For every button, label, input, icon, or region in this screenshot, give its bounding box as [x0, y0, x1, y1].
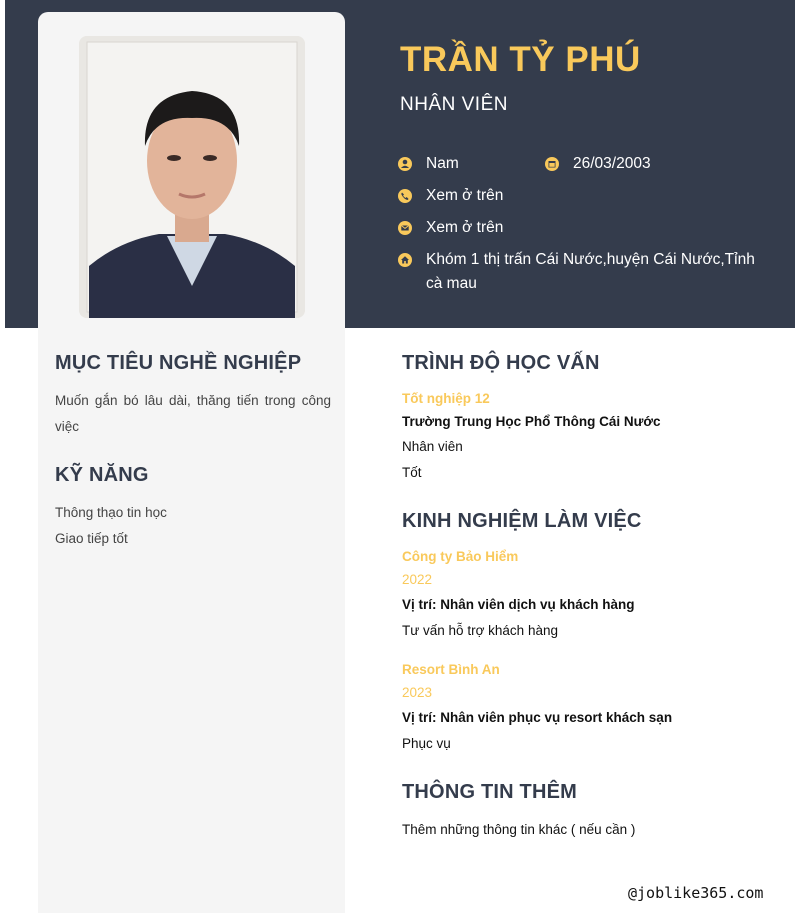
- experience-desc: Tư vấn hỗ trợ khách hàng: [402, 623, 558, 638]
- experience-year: 2023: [402, 685, 433, 700]
- candidate-name: TRẦN TỶ PHÚ: [400, 40, 641, 79]
- address-line-2: cà mau: [426, 275, 477, 292]
- birthdate-value: 26/03/2003: [573, 155, 651, 172]
- address-value: [426, 248, 755, 296]
- candidate-position: NHÂN VIÊN: [400, 94, 508, 115]
- home-icon: [398, 253, 412, 267]
- email-row: [398, 216, 503, 240]
- calendar-icon: [545, 157, 559, 171]
- education-school: Trường Trung Học Phổ Thông Cái Nước: [402, 414, 661, 429]
- address-line-1: Khóm 1 thị trấn Cái Nước,huyện Cái Nước,Tỉnh: [426, 251, 755, 268]
- experience-company: Công ty Bảo Hiểm: [402, 549, 519, 564]
- education-title: TRÌNH ĐỘ HỌC VẤN: [402, 352, 600, 374]
- profile-photo: [79, 36, 305, 318]
- gender-value: Nam: [426, 155, 459, 172]
- education-degree: Tốt nghiệp 12: [402, 391, 490, 406]
- birthdate-row: [545, 152, 651, 176]
- objective-title: MỤC TIÊU NGHỀ NGHIỆP: [55, 352, 302, 374]
- skill-item: Giao tiếp tốt: [55, 531, 128, 546]
- mail-icon: [398, 221, 412, 235]
- phone-icon: [398, 189, 412, 203]
- phone-value: Xem ở trên: [426, 187, 504, 204]
- experience-role: Vị trí: Nhân viên phục vụ resort khách sạn: [402, 710, 673, 725]
- gender-row: [398, 152, 459, 176]
- email-value: Xem ở trên: [426, 219, 504, 236]
- experience-year: 2022: [402, 572, 433, 587]
- education-major: Nhân viên: [402, 439, 463, 454]
- experience-desc: Phục vụ: [402, 736, 451, 751]
- additional-text: Thêm những thông tin khác ( nếu cần ): [402, 822, 636, 837]
- objective-line-1: Muốn gắn bó lâu dài, thăng tiến trong công: [55, 393, 331, 408]
- objective-line-2: việc: [55, 419, 80, 434]
- skills-title: KỸ NĂNG: [55, 464, 149, 486]
- skill-item: Thông thạo tin học: [55, 505, 167, 520]
- experience-company: Resort Bình An: [402, 662, 500, 677]
- address-row: [398, 248, 763, 296]
- phone-row: [398, 184, 503, 208]
- user-icon: [398, 157, 412, 171]
- watermark: @joblike365.com: [628, 884, 764, 902]
- experience-role: Vị trí: Nhân viên dịch vụ khách hàng: [402, 597, 635, 612]
- experience-title: KINH NGHIỆM LÀM VIỆC: [402, 510, 642, 532]
- additional-title: THÔNG TIN THÊM: [402, 781, 578, 803]
- education-grade: Tốt: [402, 465, 422, 480]
